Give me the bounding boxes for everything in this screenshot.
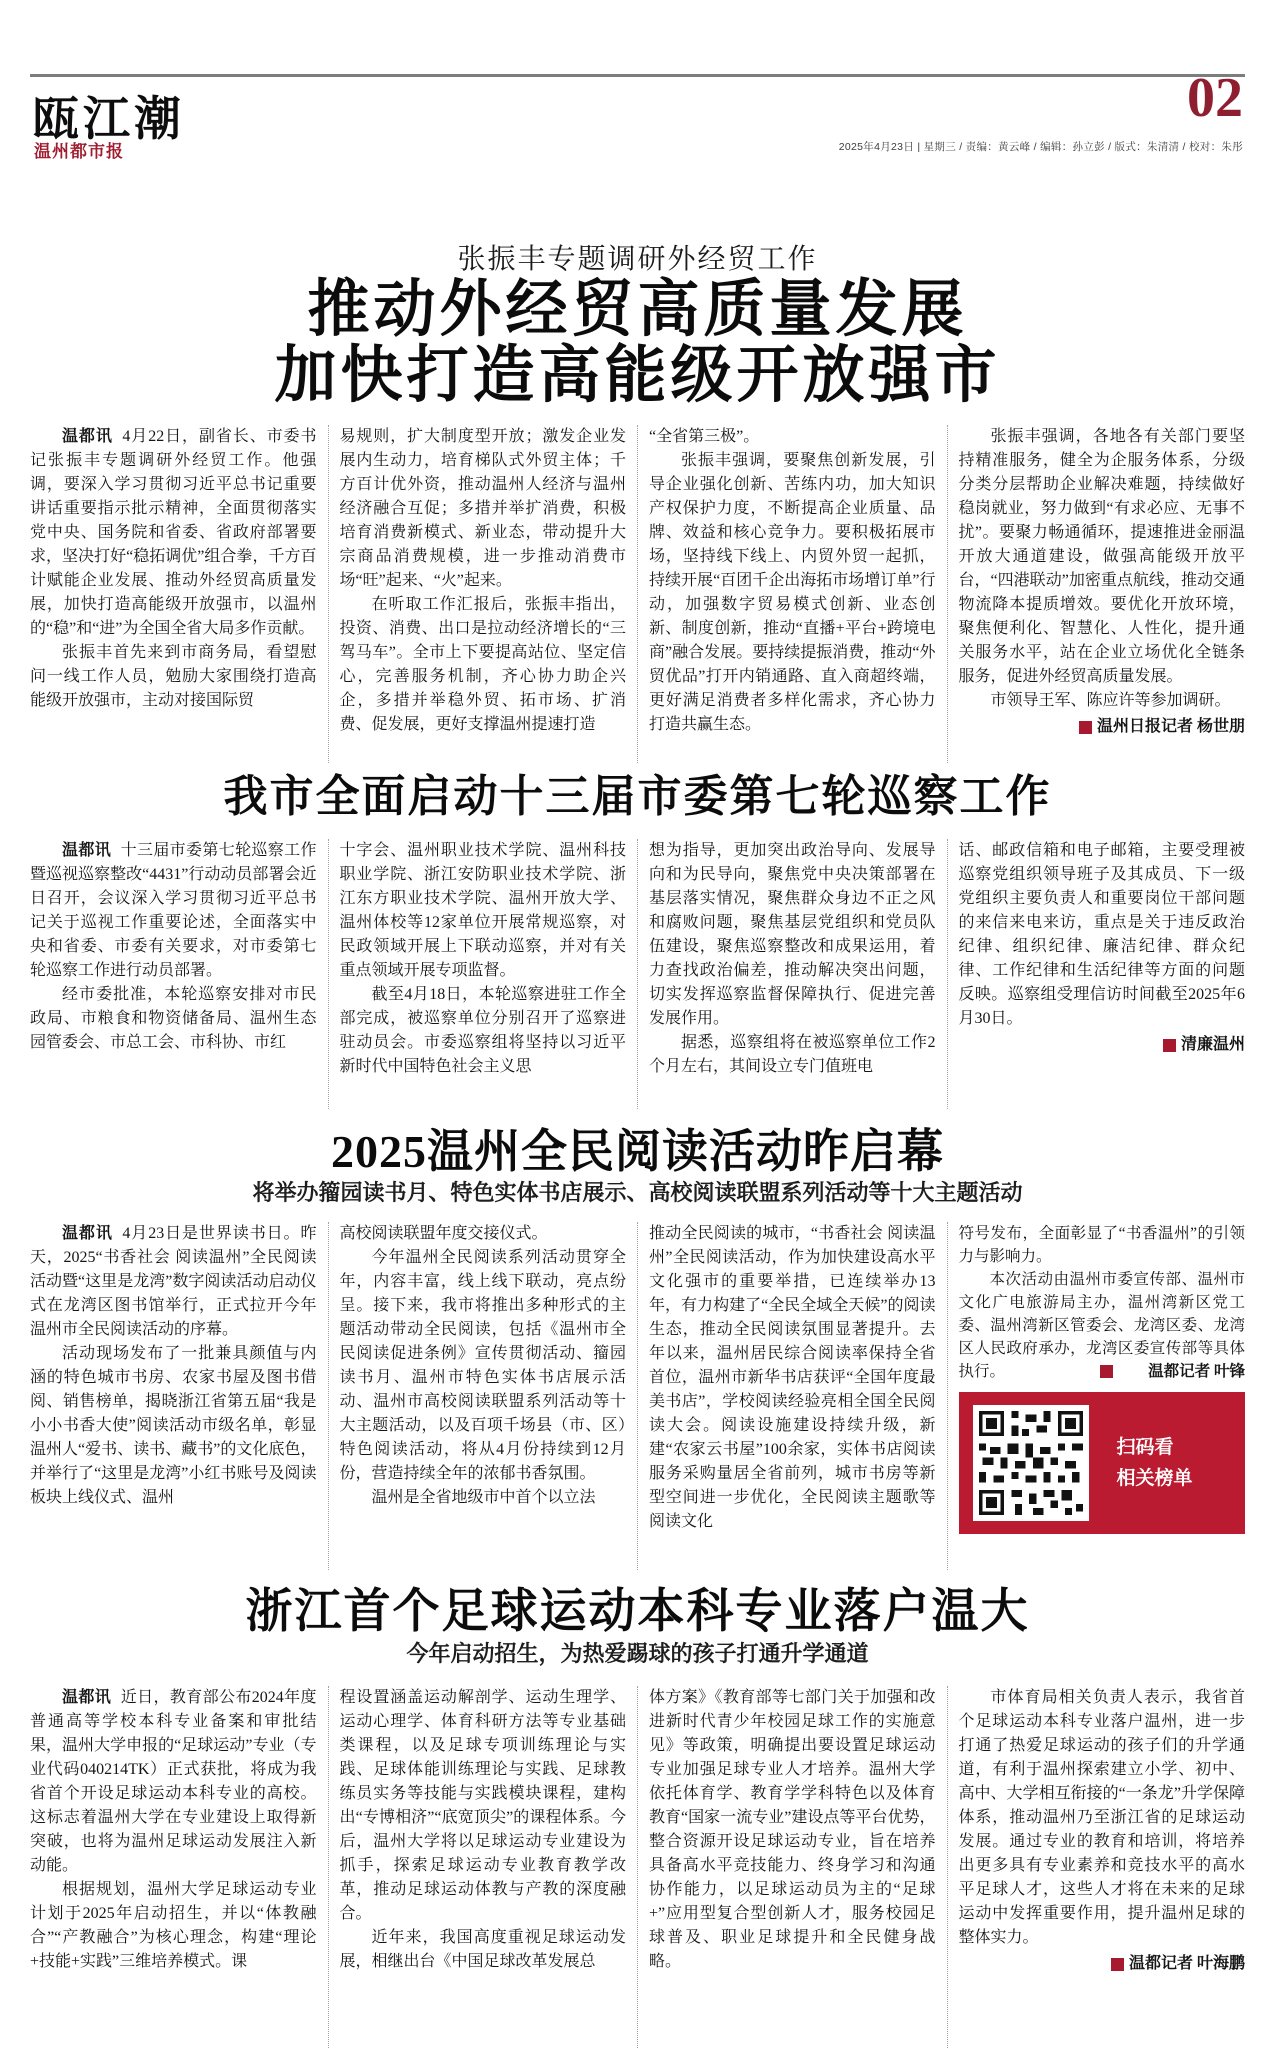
article3-byline <box>1100 1360 1245 1383</box>
paragraph: 截至4月18日，本轮巡察进驻工作全部完成，被巡察单位分别召开了巡察进驻动员会。市委巡察组将坚持以习近平新时代中国特色社会主义思 <box>339 986 626 1075</box>
paragraph: 根据规划，温州大学足球运动专业计划于2025年启动招生，并以“体教融合”“产教融合”为核心理念，构建“理论+技能+实践”三维培养模式。课 <box>30 1881 317 1970</box>
paragraph: 易规则，扩大制度型开放；激发企业发展内生动力，培育梯队式外贸主体；千方百计优外资，推动温州人经济与温州经济融合互促；多措并举扩消费，积极培育消费新模式、新业态，带动提升大宗商品消费规模，进一步推动消费市场“旺”起来、“火”起来。 <box>339 428 626 589</box>
dateline-lead: 温都讯 <box>62 1225 113 1242</box>
paragraph: 活动现场发布了一批兼具颜值与内涵的特色城市书房、农家书屋及图书借阅、销售榜单，揭晓浙江省第五届“我是小小书香大使”阅读活动市级名单，彰显温州人“爱书、读书、藏书”的文化底色，并举行了“这里是龙湾”小红书账号及阅读板块上线仪式、温州 <box>30 1345 317 1506</box>
article1-kicker: 张振丰专题调研外经贸工作 <box>457 244 818 275</box>
article2-body <box>30 839 1245 1109</box>
paragraph: 张振丰首先来到市商务局，看望慰问一线工作人员，勉励大家围绕打造高能级开放强市，主动对接国际贸 <box>30 644 317 709</box>
byline-text: 清廉温州 <box>1180 1036 1245 1053</box>
header-rule <box>30 74 1245 77</box>
article3-headline: 2025温州全民阅读活动昨启幕 <box>331 1126 944 1177</box>
masthead-title: 瓯江潮 <box>32 94 185 146</box>
article4-column-3 <box>637 1686 947 2048</box>
article1-column-1 <box>30 425 328 763</box>
paragraph: 近年来，我国高度重视足球运动发展，相继出台《中国足球改革发展总 <box>339 1929 626 1970</box>
paragraph: 十字会、温州职业技术学院、温州科技职业学院、浙江安防职业技术学院、浙江东方职业技术学院、温州开放大学、温州体校等12家单位开展常规巡察，对民政领域开展上下联动巡察，并对有关重点领域开展专项监督。 <box>339 842 626 979</box>
article-inspection <box>30 772 1245 1109</box>
qr-caption <box>1117 1432 1193 1494</box>
qr-code <box>973 1405 1089 1521</box>
paragraph: 想为指导，更加突出政治导向、发展导向和为民导向，聚焦党中央决策部署在基层落实情况，聚焦群众身边不正之风和腐败问题，聚焦基层党组织和党员队伍建设，聚焦巡察整改和成果运用，着力查找政治偏差，推动解决突出问题，切实发挥巡察监督保障执行、促进完善发展作用。 <box>649 842 936 1027</box>
article3-column-4 <box>947 1222 1246 1570</box>
paragraph: 张振丰强调，各地各有关部门要坚持精准服务，健全为企服务体系，分级分类分层帮助企业解决难题，持续做好稳岗就业，努力做到“有求必应、无事不扰”。要聚力畅通循环，提速推进金丽温开放大通道建设，做强高能级开放平台，“四港联动”加密重点航线，推动交通物流降本提质增效。要优化开放环境，聚焦便利化、智慧化、人性化，提升通关服务水平，站在企业立场优化全链条服务，促进外经贸高质量发展。 <box>958 428 1245 685</box>
qr-caption-line1: 扫码看 <box>1116 1437 1174 1458</box>
article-foreign-trade <box>30 237 1245 763</box>
article-football-major <box>30 1586 1245 2048</box>
article1-headline-line2: 加快打造高能级开放强市 <box>274 342 1001 410</box>
paragraph-text: 近日，教育部公布2024年度普通高等学校本科专业备案和审批结果，温州大学申报的“足球运动”专业（专业代码040214TK）正式获批，将成为我省首个开设足球运动本科专业的高校。这标志着温州大学在专业建设上取得新突破，也将为温州足球运动发展注入新动能。 <box>30 1689 317 1874</box>
paragraph: 今年温州全民阅读系列活动贯穿全年，内容丰富，线上线下联动，亮点纷呈。接下来，我市将推出多种形式的主题活动带动全民阅读，包括《温州市全民阅读促进条例》宣传贯彻活动、籀园读书月、温州市特色实体书店展示活动、温州市高校阅读联盟系列活动等十大主题活动，以及百项千场县（市、区）特色阅读活动，将从4月份持续到12月份，营造持续全年的浓郁书香氛围。 <box>339 1249 626 1482</box>
dateline: 2025年4月23日 | 星期三 / 责编：黄云峰 / 编辑：孙立彭 / 版式：朱清清 / 校对：朱彤 <box>838 141 1243 153</box>
article4-column-4 <box>947 1686 1246 2048</box>
paragraph-text: 4月23日是世界读书日。昨天，2025“书香社会 阅读温州”全民阅读活动暨“这里是龙湾”数字阅读活动启动仪式在龙湾区图书馆举行，正式拉开今年温州市全民阅读活动的序幕。 <box>30 1225 317 1338</box>
article2-column-2 <box>328 839 638 1109</box>
paragraph <box>30 839 317 983</box>
paragraph: 张振丰强调，要聚焦创新发展，引导企业强化创新、苦练内功，加大知识产权保护力度，不断提高企业质量、品牌、效益和核心竞争力。要积极拓展市场，坚持线下线上、内贸外贸一起抓，持续开展“百团千企出海拓市场增订单”行动，加强数字贸易模式创新、业态创新、制度创新，推动“直播+平台+跨境电商”融合发展。要持续提振消费，推动“外贸优品”打开内销通路、直入商超终端，更好满足消费者多样化需求，齐心协力打造共赢生态。 <box>649 452 936 733</box>
paragraph <box>30 425 317 641</box>
paragraph: 话、邮政信箱和电子邮箱，主要受理被巡察党组织领导班子及其成员、下一级党组织主要负责人和重要岗位干部问题的来信来电来访，重点是关于违反政治纪律、组织纪律、廉洁纪律、群众纪律、工作纪律和生活纪律等方面的问题反映。巡察组受理信访时间截至2025年6月30日。 <box>958 842 1245 1027</box>
paragraph: “全省第三极”。 <box>649 428 760 445</box>
article4-column-2 <box>328 1686 638 2048</box>
paragraph-text: 十三届市委第七轮巡察工作暨巡视巡察整改“4431”行动动员部署会近日召开，会议深入学习贯彻习近平总书记关于巡视工作重要论述，全面落实中央和省委、市委有关要求，对市委第七轮巡察工作进行动员部署。 <box>30 842 317 979</box>
paragraph <box>30 1686 317 1878</box>
red-square-icon <box>1100 1365 1113 1378</box>
byline-text: 温都记者 叶海鹏 <box>1128 1955 1245 1972</box>
paragraph: 符号发布，全面彰显了“书香温州”的引领力与影响力。 <box>958 1225 1245 1265</box>
article4-column-1 <box>30 1686 328 2048</box>
qr-caption-line2: 相关榜单 <box>1116 1468 1193 1489</box>
paragraph: 经市委批准，本轮巡察安排对市民政局、市粮食和物资储备局、温州生态园管委会、市总工会、市科协、市红 <box>30 986 317 1051</box>
paragraph <box>30 1222 317 1342</box>
article2-headline: 我市全面启动十三届市委第七轮巡察工作 <box>223 772 1052 821</box>
page-header <box>30 0 1245 170</box>
article1-byline <box>959 715 1246 739</box>
article3-deck: 将举办籀园读书月、特色实体书店展示、高校阅读联盟系列活动等十大主题活动 <box>252 1180 1023 1205</box>
article1-headline-line1: 推动外经贸高质量发展 <box>307 276 968 344</box>
red-square-icon <box>1111 1958 1124 1971</box>
article2-column-3 <box>637 839 947 1109</box>
article3-column-2 <box>328 1222 638 1570</box>
red-square-icon <box>1163 1039 1176 1052</box>
paragraph: 体方案》《教育部等七部门关于加强和改进新时代青少年校园足球工作的实施意见》等政策，明确提出要设置足球运动专业加强足球专业人才培养。温州大学依托体育学、教育学学科特色以及体育教育“国家一流专业”建设点等平台优势，整合资源开设足球运动专业，旨在培养具备高水平竞技能力、终身学习和沟通协作能力，以足球运动员为主的“足球+”应用型复合型创新人才，服务校园足球普及、职业足球提升和全民健身战略。 <box>649 1689 936 1970</box>
paragraph: 高校阅读联盟年度交接仪式。 <box>339 1225 548 1242</box>
paragraph: 温州是全省地级市中首个以立法 <box>371 1489 596 1506</box>
qr-code-icon <box>979 1411 1083 1515</box>
article1-column-3 <box>637 425 947 763</box>
paragraph: 市领导王军、陈应许等参加调研。 <box>990 692 1231 709</box>
article3-column-3 <box>637 1222 947 1570</box>
red-square-icon <box>1079 721 1092 734</box>
article1-column-4 <box>947 425 1246 763</box>
article4-byline <box>959 1952 1246 1976</box>
article1-column-2 <box>328 425 638 763</box>
dateline-lead: 温都讯 <box>62 842 112 859</box>
article2-byline <box>959 1033 1246 1057</box>
paragraph: 程设置涵盖运动解剖学、运动生理学、运动心理学、体育科研方法等专业基础类课程，以及足球专项训练理论与实践、足球体能训练理论与实践、足球教练员实务等技能与实践模块课程，建构出“专博相济”“底宽顶尖”的课程体系。今后，温州大学将以足球运动专业建设为抓手，探索足球运动专业教育教学改革，推动足球运动体教与产教的深度融合。 <box>339 1689 626 1922</box>
dateline-lead: 温都讯 <box>62 1689 112 1706</box>
article-reading-festival <box>30 1126 1245 1570</box>
paragraph-text: 本次活动由温州市委宣传部、温州市文化广电旅游局主办，温州湾新区党工委、温州湾新区管委会、龙湾区委、龙湾区人民政府承办，龙湾区委宣传部等具体执行。 <box>958 1271 1245 1380</box>
dateline-lead: 温都讯 <box>62 428 113 445</box>
paragraph-text: 4月22日，副省长、市委书记张振丰专题调研外经贸工作。他强调，要深入学习贯彻习近平总书记重要讲话重要指示批示精神，全面贯彻落实党中央、国务院和省委、省政府部署要求，坚决打好“稳拓调优”组合拳，千方百计赋能企业发展、推动外经贸高质量发展，加快打造高能级开放强市，以温州的“稳”和“进”为全国全省大局多作贡献。 <box>30 428 317 637</box>
byline-text: 温州日报记者 杨世朋 <box>1096 718 1245 735</box>
article2-column-4 <box>947 839 1246 1109</box>
article1-body <box>30 425 1245 763</box>
article3-column-1 <box>30 1222 328 1570</box>
byline-text: 温都记者 叶锋 <box>1148 1363 1245 1380</box>
qr-promo-box <box>959 1392 1246 1534</box>
article4-headline: 浙江首个足球运动本科专业落户温大 <box>245 1586 1030 1638</box>
article3-body <box>30 1222 1245 1570</box>
article4-deck: 今年启动招生，为热爱踢球的孩子打通升学通道 <box>406 1641 869 1666</box>
article2-column-1 <box>30 839 328 1109</box>
paragraph: 据悉，巡察组将在被巡察单位工作2个月左右，其间设立专门值班电 <box>649 1034 936 1075</box>
edition-label: 温州都市报 <box>34 142 124 161</box>
paragraph: 推动全民阅读的城市，“书香社会 阅读温州”全民阅读活动，作为加快建设高水平文化强市的重要举措，已连续举办13年，有力构建了“全民全域全天候”的阅读生态，推动全民阅读氛围显著提升。去年以来，温州居民综合阅读率保持全省首位，温州市新华书店获评“全国年度最美书店”，学校阅读经验亮相全国全民阅读大会。阅读设施建设持续升级，新建“农家云书屋”100余家，实体书店阅读服务采购量居全省前列，城市书房等新型空间进一步优化，全民阅读主题歌等阅读文化 <box>649 1225 936 1530</box>
paragraph: 在听取工作汇报后，张振丰指出，投资、消费、出口是拉动经济增长的“三驾马车”。全市上下要提高站位、坚定信心，完善服务机制，齐心协力助企兴企，多措并举稳外贸、拓市场、扩消费、促发展，更好支撑温州提速打造 <box>339 596 626 733</box>
paragraph: 市体育局相关负责人表示，我省首个足球运动本科专业落户温州，进一步打通了热爱足球运动的孩子们的升学通道，有利于温州探索建立小学、初中、高中、大学相互衔接的“一条龙”升学保障体系，推动温州乃至浙江省的足球运动发展。通过专业的教育和培训，将培养出更多具有专业素养和竞技水平的高水平足球人才，这些人才将在未来的足球运动中发挥重要作用，提升温州足球的整体实力。 <box>958 1689 1245 1946</box>
page-number: 02 <box>1187 67 1243 129</box>
paragraph <box>959 1268 1246 1383</box>
article4-body <box>30 1686 1245 2048</box>
